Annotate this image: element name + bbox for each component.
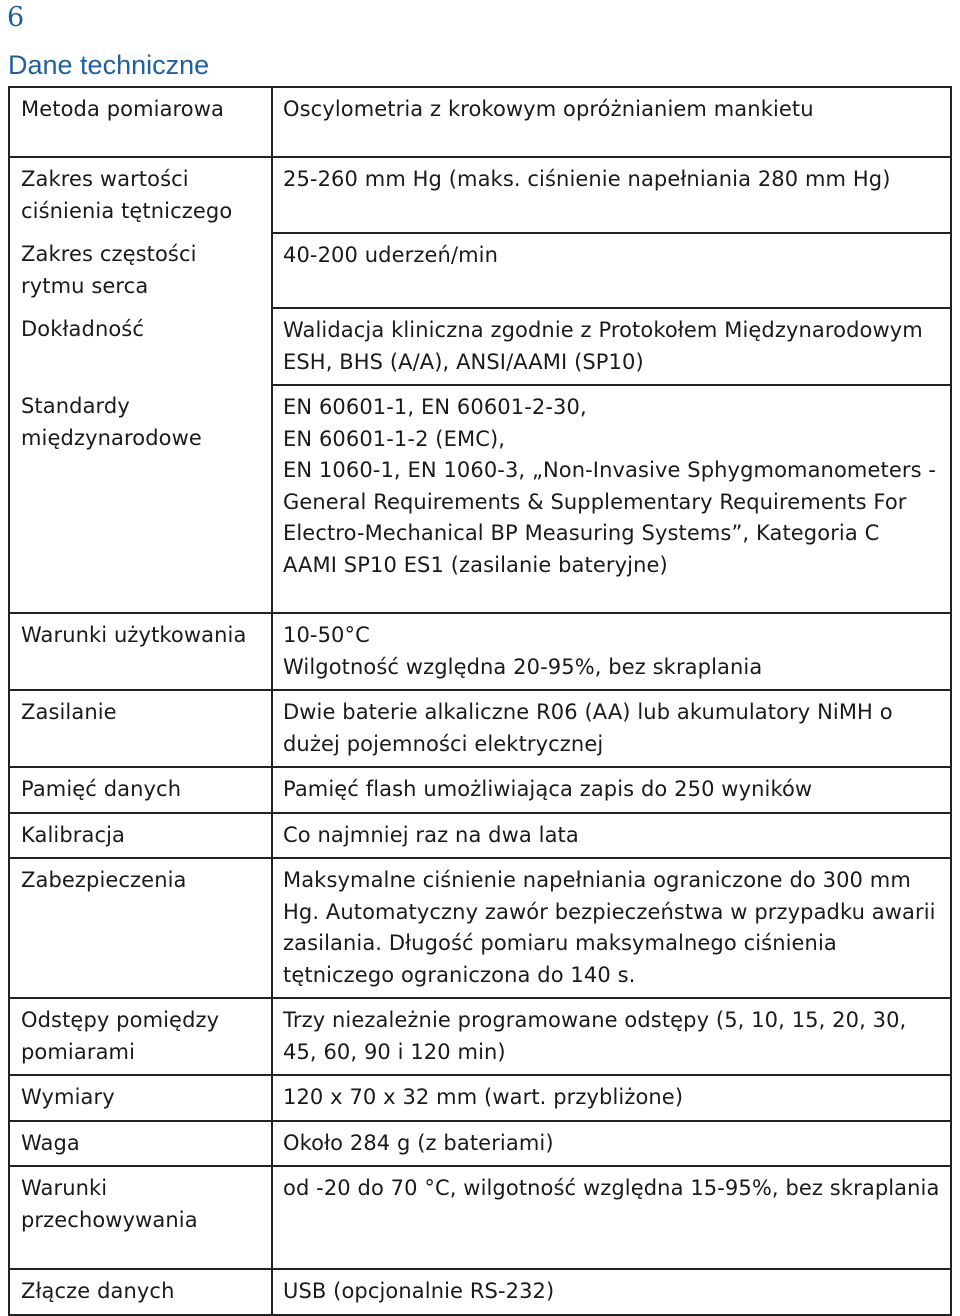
spec-label: Odstępy pomiędzy pomiarami xyxy=(9,998,272,1075)
spec-label: Zabezpieczenia xyxy=(9,858,272,998)
spec-row xyxy=(9,87,951,157)
section-title: Dane techniczne xyxy=(8,50,210,80)
spec-value: Co najmniej raz na dwa lata xyxy=(272,813,951,859)
spec-label: Metoda pomiarowa xyxy=(9,87,272,157)
spec-value: Pamięć flash umożliwiająca zapis do 250 wyników xyxy=(272,767,951,813)
spec-row xyxy=(9,385,951,613)
spec-row xyxy=(9,1075,951,1121)
spec-row xyxy=(9,1166,951,1269)
spec-row xyxy=(9,858,951,998)
spec-value: Maksymalne ciśnienie napełniania ograniczone do 300 mm Hg. Automatyczny zawór bezpieczeństwa w przypadku awarii zasilania. Długość pomiaru maksymalnego ciśnienia tętniczego ograniczona do 140 s. xyxy=(272,858,951,998)
spec-value: Około 284 g (z bateriami) xyxy=(272,1121,951,1167)
spec-value: 40-200 uderzeń/min xyxy=(272,233,951,308)
page-number: 6 xyxy=(7,2,25,33)
spec-row xyxy=(9,233,951,308)
specs-table xyxy=(8,86,952,1316)
spec-row xyxy=(9,157,951,233)
spec-label: Warunki przechowywania xyxy=(9,1166,272,1269)
spec-label: Zakres częstości rytmu serca xyxy=(9,233,272,308)
spec-row xyxy=(9,998,951,1075)
spec-row xyxy=(9,1269,951,1315)
spec-label: Kalibracja xyxy=(9,813,272,859)
spec-label: Waga xyxy=(9,1121,272,1167)
spec-row xyxy=(9,1121,951,1167)
spec-row xyxy=(9,690,951,767)
spec-row xyxy=(9,308,951,385)
spec-value: Walidacja kliniczna zgodnie z Protokołem Międzynarodowym ESH, BHS (A/A), ANSI/AAMI (SP10) xyxy=(272,308,951,385)
spec-value: Trzy niezależnie programowane odstępy (5, 10, 15, 20, 30, 45, 60, 90 i 120 min) xyxy=(272,998,951,1075)
spec-label: Dokładność xyxy=(9,308,272,385)
spec-label: Pamięć danych xyxy=(9,767,272,813)
spec-value: Oscylometria z krokowym opróżnianiem mankietu xyxy=(272,87,951,157)
spec-row xyxy=(9,613,951,690)
spec-value: EN 60601-1, EN 60601-2-30, EN 60601-1-2 (EMC), EN 1060-1, EN 1060-3, „Non-Invasive Sphygmomanometers -General Requirements & Supplementary Requirements For Electro-Mechanical BP Measuring Systems”, Kategoria C AAMI SP10 ES1 (zasilanie bateryjne) xyxy=(272,385,951,613)
spec-value: 10-50°C Wilgotność względna 20-95%, bez skraplania xyxy=(272,613,951,690)
spec-value: 25-260 mm Hg (maks. ciśnienie napełniania 280 mm Hg) xyxy=(272,157,951,233)
spec-value: od -20 do 70 °C, wilgotność względna 15-95%, bez skraplania xyxy=(272,1166,951,1269)
spec-row xyxy=(9,767,951,813)
spec-value: 120 x 70 x 32 mm (wart. przybliżone) xyxy=(272,1075,951,1121)
spec-label: Warunki użytkowania xyxy=(9,613,272,690)
spec-label: Zakres wartości ciśnienia tętniczego xyxy=(9,157,272,233)
spec-label: Złącze danych xyxy=(9,1269,272,1315)
spec-value: Dwie baterie alkaliczne R06 (AA) lub akumulatory NiMH o dużej pojemności elektrycznej xyxy=(272,690,951,767)
spec-row xyxy=(9,813,951,859)
spec-label: Wymiary xyxy=(9,1075,272,1121)
spec-value: USB (opcjonalnie RS-232) xyxy=(272,1269,951,1315)
spec-label: Zasilanie xyxy=(9,690,272,767)
spec-label: Standardy międzynarodowe xyxy=(9,385,272,613)
